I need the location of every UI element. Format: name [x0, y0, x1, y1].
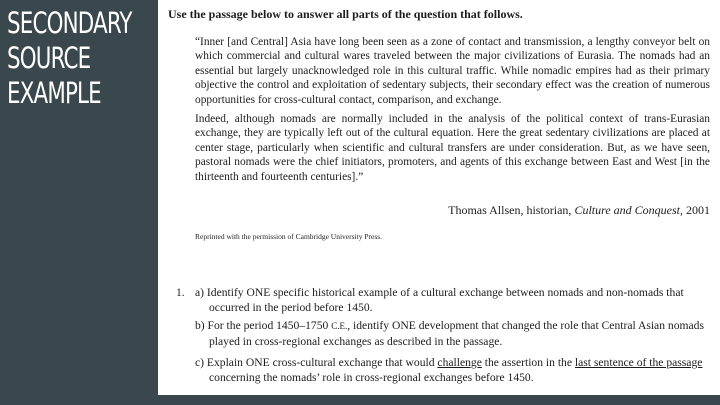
part-c-1: c) Explain ONE cross-cultural exchange that would — [195, 356, 438, 369]
part-c-underline-last-sentence: last sentence of the passage — [574, 356, 703, 369]
reprint-note: Reprinted with the permission of Cambridge University Press. — [195, 232, 383, 241]
passage-attribution — [448, 203, 710, 218]
slide-title-line-2: SOURCE — [7, 41, 91, 75]
part-b-era: C.E. — [331, 321, 348, 331]
slide-title-line-3: EXAMPLE — [7, 76, 101, 110]
question-number: 1. — [176, 286, 185, 299]
attribution-author: Thomas Allsen, historian, — [448, 203, 575, 217]
question-part-b-text — [195, 318, 715, 349]
part-b-pre: b) For the period 1450–1750 — [195, 319, 332, 332]
slide-title-line-1: SECONDARY — [7, 6, 132, 40]
part-c-3: concerning the nomads’ role in cross-regional exchanges before 1450. — [209, 371, 534, 384]
question-part-a — [195, 285, 715, 315]
question-part-a-text: a) Identify ONE specific historical example of a cultural exchange between nomads and non-nomads that occurred in the period before 1450. — [195, 286, 684, 314]
passage-paragraph-2: Indeed, although nomads are normally included in the analysis of the political context of trans-Eurasian exchange, they are typically left out of the cultural equation. Here the great sedentary civilizations are placed at center stage, particularly when scientific and cultural transfers are under consideration. But, as we have seen, pastoral nomads were the chief initiators, promoters, and agents of this exchange between East and West [in the thirteenth and fourteenth centuries].” — [195, 113, 710, 183]
question-part-b — [195, 318, 715, 349]
instruction-heading: Use the passage below to answer all parts of the question that follows. — [168, 7, 523, 21]
document-scan — [158, 0, 720, 395]
part-b-post: , identify ONE development that changed the role that Central Asian nomads played in cross-regional exchanges as described in the passage. — [209, 319, 704, 348]
part-c-2: the assertion in the — [481, 356, 575, 369]
part-c-underline-challenge: challenge — [437, 356, 482, 369]
passage-paragraph-1: “Inner [and Central] Asia have long been seen as a zone of contact and transmission, a lengthy conveyor belt on which commercial and cultural wares traveled between the major civilizations of Eurasia. The nomads had an essential but largely unacknowledged role in this cultural traffic. While nomadic empires had as their primary objective the control and exploitation of sedentary subjects, their secondary effect was the creation of numerous opportunities for cross-cultural contact, comparison, and exchange. — [195, 36, 710, 106]
attribution-work: Culture and Conquest — [574, 203, 680, 217]
question-part-c-text — [195, 355, 715, 385]
question-part-c — [195, 355, 715, 385]
slide-title — [7, 6, 130, 111]
attribution-year: , 2001 — [680, 203, 710, 217]
